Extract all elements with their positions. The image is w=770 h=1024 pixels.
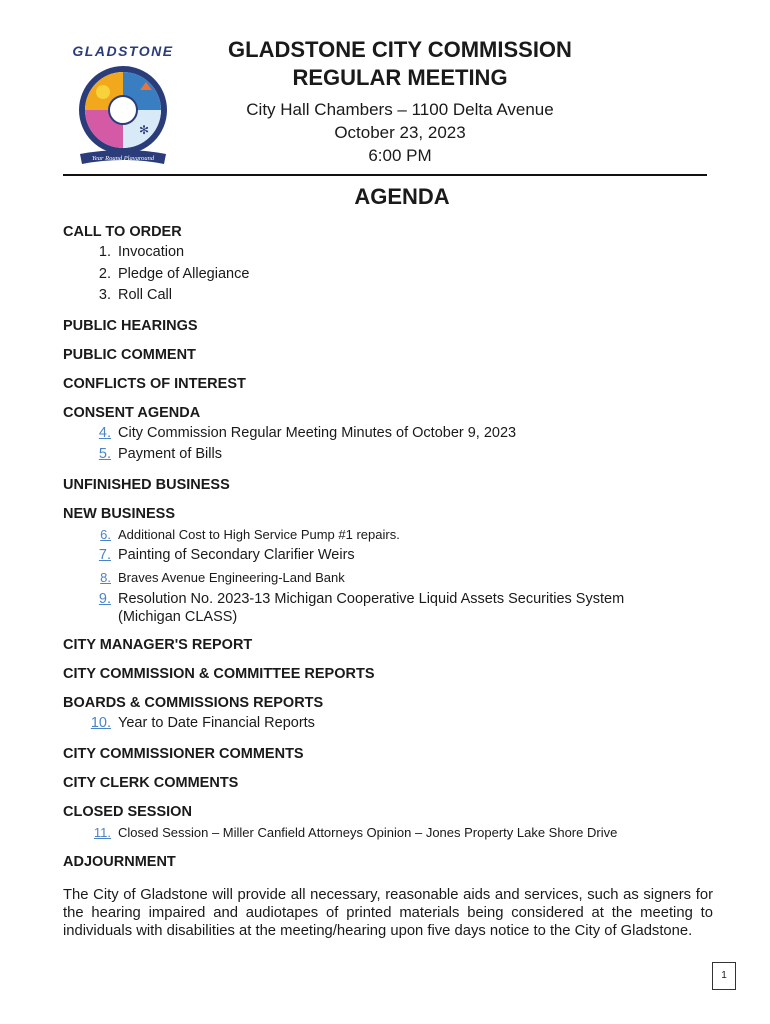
meeting-time: 6:00 PM — [368, 146, 432, 165]
section-heading: CITY MANAGER'S REPORT — [63, 637, 253, 653]
section-heading: PUBLIC COMMENT — [63, 346, 196, 363]
header-divider — [63, 174, 707, 176]
agenda-item — [63, 423, 713, 445]
svg-text:✻: ✻ — [138, 123, 150, 137]
agenda-item — [63, 590, 713, 626]
meeting-details — [200, 98, 600, 167]
section-heading: CALL TO ORDER — [63, 224, 182, 240]
item-text: Invocation — [118, 244, 185, 260]
section-heading: CITY COMMISSIONER COMMENTS — [63, 745, 304, 762]
item-text: Payment of Bills — [118, 446, 222, 462]
item-text: Year to Date Financial Reports — [118, 715, 315, 731]
item-text: Additional Cost to High Service Pump #1 repairs. — [118, 526, 400, 542]
agenda-item — [63, 264, 713, 286]
agenda-body — [63, 222, 713, 872]
agenda-item — [63, 713, 713, 735]
item-link[interactable]: 7. — [98, 547, 111, 563]
item-link[interactable]: 8. — [100, 569, 111, 585]
item-text: Closed Session – Miller Canfield Attorneys Opinion – Jones Property Lake Shore Drive — [118, 824, 618, 840]
meeting-date: October 23, 2023 — [334, 123, 466, 142]
agenda-title: AGENDA — [354, 184, 450, 209]
title-line-1: GLADSTONE CITY COMMISSION — [228, 37, 572, 62]
item-link[interactable]: 5. — [98, 446, 111, 462]
agenda-item — [63, 524, 713, 546]
section-heading: PUBLIC HEARINGS — [63, 317, 198, 334]
item-link[interactable]: 10. — [90, 715, 111, 731]
accessibility-notice: The City of Gladstone will provide all necessary, reasonable aids and services, such as signers for the hearing impaired and audiotapes of printed materials being considered at the meeting to individuals with disabilities at the meeting/hearing upon five days notice to the City of Gladstone. — [63, 887, 713, 939]
agenda-item — [63, 822, 713, 844]
item-text: Resolution No. 2023-13 Michigan Cooperative Liquid Assets Securities System — [118, 591, 625, 607]
agenda-item — [63, 567, 713, 589]
item-link[interactable]: 6. — [100, 526, 111, 542]
item-text-continued: (Michigan CLASS) — [118, 609, 238, 625]
item-text: Braves Avenue Engineering-Land Bank — [118, 569, 345, 585]
section-heading: CITY COMMISSION & COMMITTEE REPORTS — [63, 666, 375, 682]
section-heading: CLOSED SESSION — [63, 803, 192, 820]
item-text: Pledge of Allegiance — [118, 265, 250, 282]
item-number: 3. — [98, 287, 111, 303]
item-text: Painting of Secondary Clarifier Weirs — [118, 547, 355, 563]
item-link[interactable]: 4. — [98, 424, 111, 441]
logo-tagline: Year Round Playground — [91, 155, 155, 162]
item-number: 1. — [98, 244, 111, 260]
section-heading: ADJOURNMENT — [63, 854, 176, 870]
page-number: 1 — [712, 962, 736, 990]
item-number: 2. — [98, 265, 111, 282]
section-heading: CONSENT AGENDA — [63, 404, 201, 421]
section-heading: UNFINISHED BUSINESS — [63, 476, 230, 493]
item-text: City Commission Regular Meeting Minutes of October 9, 2023 — [118, 424, 517, 441]
section-heading: NEW BUSINESS — [63, 505, 175, 522]
agenda-item — [63, 285, 713, 307]
item-link[interactable]: 9. — [98, 591, 111, 607]
title-line-2: REGULAR MEETING — [292, 65, 508, 90]
logo-wordmark: GLADSTONE — [72, 43, 174, 59]
item-text: Roll Call — [118, 287, 172, 303]
section-heading: BOARDS & COMMISSIONS REPORTS — [63, 695, 324, 711]
item-text-block — [118, 590, 713, 626]
section-heading: CONFLICTS OF INTEREST — [63, 375, 246, 392]
item-link[interactable]: 11. — [93, 824, 111, 840]
agenda-item — [63, 242, 713, 264]
city-logo — [58, 38, 188, 168]
meeting-title — [200, 36, 600, 92]
agenda-item — [63, 545, 713, 567]
agenda-item — [63, 444, 713, 466]
section-heading: CITY CLERK COMMENTS — [63, 774, 239, 791]
meeting-location: City Hall Chambers – 1100 Delta Avenue — [246, 100, 554, 119]
